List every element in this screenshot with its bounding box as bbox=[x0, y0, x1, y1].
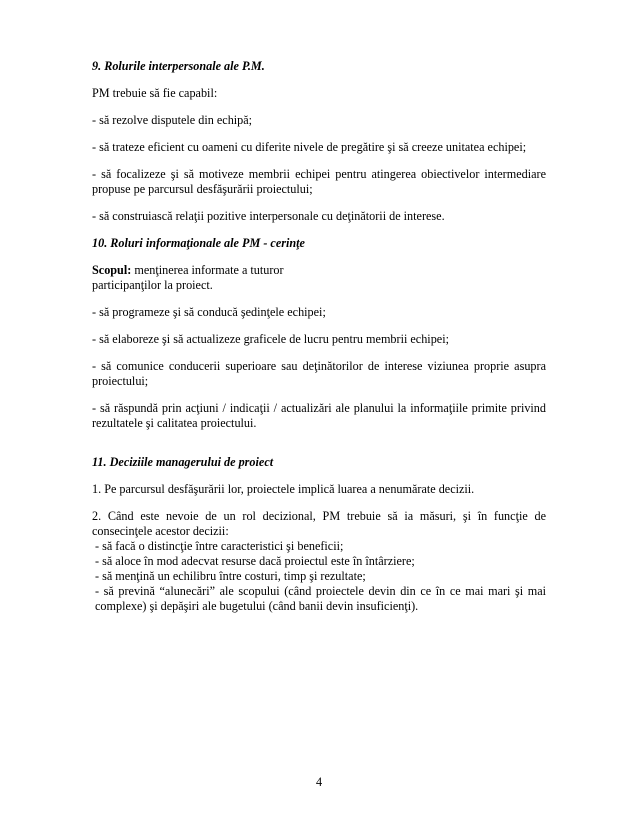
list-item: - să prevină “alunecări” ale scopului (când proiectele devin din ce în ce mai mari şi mai complexe) şi depăşiri ale bugetului (când banii devin insuficienţi). bbox=[95, 584, 546, 613]
list-item: - să aloce în mod adecvat resurse dacă proiectul este în întârziere; bbox=[95, 554, 415, 568]
scope-text: menţinerea informate a tuturor bbox=[131, 263, 284, 277]
list-item: - să rezolve disputele din echipă; bbox=[92, 113, 253, 127]
section-11-paragraph-1: 1. Pe parcursul desfăşurării lor, proiectele implică luarea a nenumărate decizii. bbox=[92, 482, 475, 496]
list-item: - să trateze eficient cu oameni cu diferite nivele de pregătire şi să creeze unitatea echipei; bbox=[92, 140, 527, 154]
section-10-heading: 10. Roluri informaţionale ale PM - cerinţe bbox=[92, 236, 305, 250]
list-item: - să focalizeze şi să motiveze membrii echipei pentru atingerea obiectivelor intermediare propuse pe parcursul desfăşurării proiectului; bbox=[92, 167, 546, 196]
section-9-intro: PM trebuie să fie capabil: bbox=[92, 86, 218, 100]
section-10-scope bbox=[92, 263, 546, 293]
section-11-paragraph-2: 2. Când este nevoie de un rol decizional, PM trebuie să ia măsuri, şi în funcţie de consecinţele acestor decizii: bbox=[92, 509, 546, 538]
list-item: - să menţină un echilibru între costuri, timp şi rezultate; bbox=[95, 569, 366, 583]
section-11-heading: 11. Deciziile managerului de proiect bbox=[92, 455, 274, 469]
scope-label: Scopul: bbox=[92, 263, 132, 277]
list-item: - să programeze şi să conducă şedinţele echipei; bbox=[92, 305, 326, 319]
list-item: - să comunice conducerii superioare sau deţinătorilor de interese viziunea proprie asupra proiectului; bbox=[92, 359, 546, 388]
section-9-heading: 9. Rolurile interpersonale ale P.M. bbox=[92, 59, 265, 73]
page-content bbox=[92, 59, 546, 614]
list-item: - să construiască relaţii pozitive interpersonale cu deţinătorii de interese. bbox=[92, 209, 445, 223]
list-item: - să răspundă prin acţiuni / indicaţii / actualizări ale planului la informaţiile primite privind rezultatele şi calitatea proiectului. bbox=[92, 401, 546, 430]
list-item: - să facă o distincţie între caracteristici şi beneficii; bbox=[95, 539, 344, 553]
scope-text-continued: participanţilor la proiect. bbox=[92, 278, 213, 292]
page-number: 4 bbox=[315, 775, 323, 789]
list-item: - să elaboreze şi să actualizeze graficele de lucru pentru membrii echipei; bbox=[92, 332, 449, 346]
